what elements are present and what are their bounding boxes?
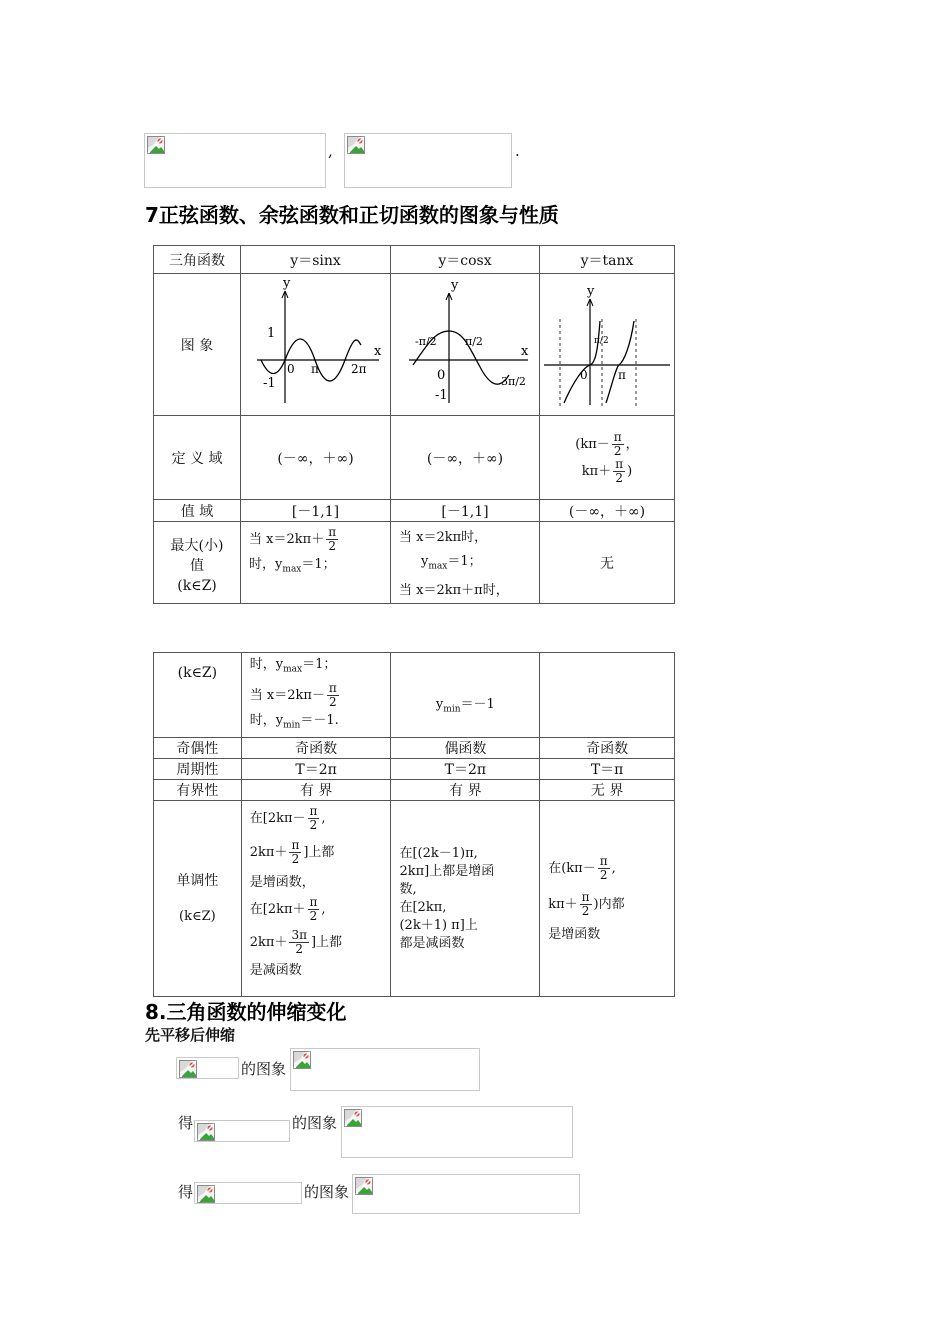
extreme-label: 最大(小) 值 (k∈Z) xyxy=(154,522,241,604)
step1-transform-image xyxy=(290,1048,480,1091)
cos-y-label: y xyxy=(451,277,459,293)
tan-graph-cell xyxy=(539,274,674,416)
domain-tan: (kπ－ $\frac{\pi}{2}$ ， kπ＋ $\frac{\pi}{2}$ ) xyxy=(539,416,674,500)
section-7-title: 7正弦函数、余弦函数和正切函数的图象与性质 xyxy=(145,203,559,227)
step2-prefix: 得 xyxy=(178,1114,194,1132)
parity-label: 奇偶性 xyxy=(154,738,242,759)
tan-y-label: y xyxy=(586,283,595,299)
cos-x-label: x xyxy=(521,343,529,359)
domain-cos: (－∞，＋∞) xyxy=(391,416,540,500)
sin-graph-cell xyxy=(241,274,391,416)
bound-label: 有界性 xyxy=(154,780,242,801)
step3-transform-image xyxy=(352,1174,580,1214)
monotonic-label: 单调性 (k∈Z) xyxy=(154,801,242,997)
header-trig-function: 三角函数 xyxy=(154,246,241,274)
step2-mid-text: 的图象 xyxy=(292,1114,338,1132)
sin-graph xyxy=(241,275,389,415)
bound-sin: 有 界 xyxy=(241,780,391,801)
formula-image-2 xyxy=(344,133,512,188)
graph-row-label: 图 象 xyxy=(154,274,241,416)
sin-neg-one-label: -1 xyxy=(263,375,276,391)
broken-image-icon xyxy=(147,136,165,154)
step1-mid-text: 的图象 xyxy=(241,1060,287,1078)
step3-prefix: 得 xyxy=(178,1183,194,1201)
formula-image-1 xyxy=(144,133,326,188)
cos-graph-cell xyxy=(391,274,540,416)
monotonic-sin: 在[2kπ－ $\frac{\pi}{2}$ , 2kπ＋ $\frac{\pi}{2}$ ]上都 是增函数， 在[2kπ＋ $\frac{\pi}{2}$ , 2kπ＋ $\frac{3\pi}{2}$ ]上都 是减函数 xyxy=(241,801,391,997)
trig-properties-table-part1 xyxy=(153,245,675,604)
extreme-tan-cont xyxy=(540,653,675,738)
trig-properties-table-part2 xyxy=(153,652,675,997)
cos-graph xyxy=(391,275,538,415)
broken-image-icon xyxy=(197,1185,215,1203)
period-cos: T＝2π xyxy=(391,759,540,780)
step2-source-formula-image xyxy=(194,1120,290,1142)
bound-cos: 有 界 xyxy=(391,780,540,801)
parity-cos: 偶函数 xyxy=(391,738,540,759)
header-sin: y＝sinx xyxy=(241,246,391,274)
monotonic-cos: 在[(2k－1)π, 2kπ]上都是增函 数, 在[2kπ, (2k＋1) π]上 都是减函数 xyxy=(391,801,540,997)
section-8-title: 8.三角函数的伸缩变化 xyxy=(145,1000,347,1024)
sin-two-pi-label: 2π xyxy=(351,361,367,376)
period-tan: T＝π xyxy=(540,759,675,780)
period-sin: T＝2π xyxy=(241,759,391,780)
range-sin: [－1,1] xyxy=(241,500,391,522)
broken-image-icon xyxy=(293,1051,311,1069)
tan-graph xyxy=(540,275,674,415)
cos-neg-pi2-label: -π/2 xyxy=(415,334,437,348)
range-tan: (－∞，＋∞) xyxy=(539,500,674,522)
sin-zero-label: 0 xyxy=(287,361,295,376)
sin-one-label: 1 xyxy=(267,325,276,341)
extreme-k-label: (k∈Z) xyxy=(154,653,242,738)
tan-zero-label: 0 xyxy=(579,367,588,382)
range-label: 值 域 xyxy=(154,500,241,522)
cos-pi2-label: π/2 xyxy=(465,334,483,348)
extreme-cos-cont: $y_{min}=-1$ xyxy=(391,653,540,738)
sin-pi-label: π xyxy=(311,361,319,376)
sin-x-label: x xyxy=(374,343,382,359)
step3-source-formula-image xyxy=(194,1182,302,1204)
broken-image-icon xyxy=(344,1109,362,1127)
cos-zero-label: 0 xyxy=(437,367,446,383)
cos-neg-one-label: -1 xyxy=(435,387,448,403)
period-label: 周期性 xyxy=(154,759,242,780)
parity-sin: 奇函数 xyxy=(241,738,391,759)
separator-period: . xyxy=(515,142,520,160)
extreme-sin: 当 x＝2kπ＋ $\frac{\pi}{2}$ 时，$y_{max}=1$； xyxy=(241,522,391,604)
range-cos: [－1,1] xyxy=(391,500,540,522)
tan-pi2-label: π/2 xyxy=(593,335,609,346)
parity-tan: 奇函数 xyxy=(540,738,675,759)
broken-image-icon xyxy=(179,1060,197,1078)
extreme-sin-cont: 时，$y_{max}=1$； 当 x＝2kπ－ $\frac{\pi}{2}$ 时，$y_{min}=-1$. xyxy=(241,653,391,738)
broken-image-icon xyxy=(347,136,365,154)
header-tan: y＝tanx xyxy=(539,246,674,274)
step3-mid-text: 的图象 xyxy=(304,1183,350,1201)
extreme-tan: 无 xyxy=(539,522,674,604)
step1-source-formula-image xyxy=(176,1057,239,1079)
monotonic-tan: 在(kπ－ $\frac{\pi}{2}$ , kπ＋ $\frac{\pi}{2}$ )内都 是增函数 xyxy=(540,801,675,997)
domain-label: 定 义 域 xyxy=(154,416,241,500)
section-8-subtitle: 先平移后伸缩 xyxy=(145,1026,236,1044)
header-cos: y＝cosx xyxy=(391,246,540,274)
domain-sin: (－∞，＋∞) xyxy=(241,416,391,500)
extreme-cos: 当 x＝2kπ时， $y_{max}=1$； 当 x＝2kπ＋π时， xyxy=(391,522,540,604)
tan-pi-label: π xyxy=(617,367,626,382)
bound-tan: 无 界 xyxy=(540,780,675,801)
broken-image-icon xyxy=(197,1123,215,1141)
step2-transform-image xyxy=(341,1106,573,1158)
cos-three-pi2-label: 3π/2 xyxy=(501,374,526,388)
sin-y-label: y xyxy=(283,275,291,291)
broken-image-icon xyxy=(355,1177,373,1195)
separator-comma: , xyxy=(328,142,333,160)
